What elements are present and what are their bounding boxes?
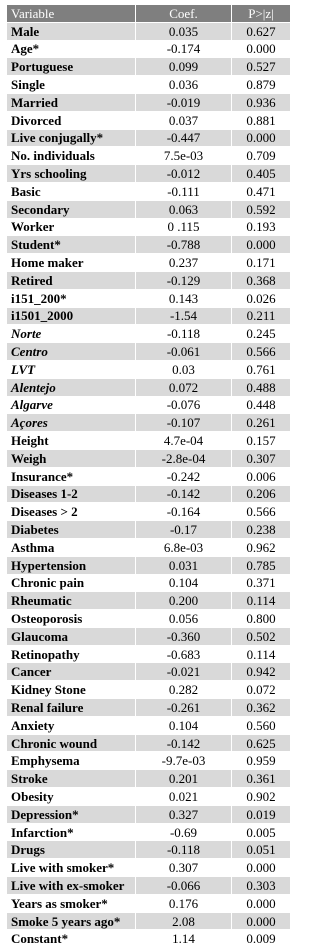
table-row — [7, 182, 291, 200]
cell-variable: No. individuals — [7, 147, 136, 165]
cell-coef: 0.307 — [136, 859, 232, 877]
table-row — [7, 22, 291, 40]
cell-pvalue: 0.962 — [232, 538, 291, 556]
cell-variable: Worker — [7, 218, 136, 236]
cell-variable: Asthma — [7, 538, 136, 556]
table-row — [7, 165, 291, 183]
cell-coef: -0.012 — [136, 165, 232, 183]
cell-variable: Anxiety — [7, 716, 136, 734]
cell-coef: -0.066 — [136, 877, 232, 895]
cell-pvalue: 0.206 — [232, 485, 291, 503]
table-row — [7, 894, 291, 912]
cell-pvalue: 0.800 — [232, 610, 291, 628]
cell-variable: Single — [7, 76, 136, 94]
cell-coef: 7.5e-03 — [136, 147, 232, 165]
cell-pvalue: 0.471 — [232, 182, 291, 200]
cell-variable: Algarve — [7, 396, 136, 414]
cell-coef: 0.036 — [136, 76, 232, 94]
table-row — [7, 40, 291, 58]
cell-pvalue: 0.488 — [232, 378, 291, 396]
cell-pvalue: 0.709 — [232, 147, 291, 165]
cell-coef: -9.7e-03 — [136, 752, 232, 770]
cell-coef: -2.8e-04 — [136, 449, 232, 467]
cell-coef: 0.021 — [136, 788, 232, 806]
cell-variable: Drugs — [7, 841, 136, 859]
cell-variable: Depression* — [7, 805, 136, 823]
cell-coef: -0.69 — [136, 823, 232, 841]
cell-pvalue: 0.936 — [232, 93, 291, 111]
cell-variable: Home maker — [7, 254, 136, 272]
cell-pvalue: 0.785 — [232, 556, 291, 574]
cell-variable: Years as smoker* — [7, 894, 136, 912]
header-variable: Variable — [7, 5, 136, 23]
table-row — [7, 218, 291, 236]
table-row — [7, 645, 291, 663]
cell-coef: 0.099 — [136, 58, 232, 76]
cell-variable: Chronic wound — [7, 734, 136, 752]
cell-variable: Basic — [7, 182, 136, 200]
cell-coef: 0.201 — [136, 770, 232, 788]
cell-coef: -0.164 — [136, 503, 232, 521]
header-pvalue: P>|z| — [232, 5, 291, 23]
cell-variable: Secondary — [7, 200, 136, 218]
cell-pvalue: 0.157 — [232, 432, 291, 450]
table-row — [7, 859, 291, 877]
cell-pvalue: 0.114 — [232, 592, 291, 610]
cell-variable: Centro — [7, 343, 136, 361]
table-row — [7, 752, 291, 770]
cell-pvalue: 0.625 — [232, 734, 291, 752]
cell-variable: i1501_2000 — [7, 307, 136, 325]
table-row — [7, 396, 291, 414]
cell-pvalue: 0.566 — [232, 503, 291, 521]
table-header — [7, 5, 291, 23]
cell-variable: Obesity — [7, 788, 136, 806]
table-row — [7, 770, 291, 788]
cell-pvalue: 0.026 — [232, 289, 291, 307]
table-row — [7, 271, 291, 289]
cell-pvalue: 0.303 — [232, 877, 291, 895]
cell-variable: Alentejo — [7, 378, 136, 396]
table-row — [7, 592, 291, 610]
cell-variable: Diseases > 2 — [7, 503, 136, 521]
table-row — [7, 147, 291, 165]
cell-pvalue: 0.211 — [232, 307, 291, 325]
table-row — [7, 627, 291, 645]
cell-pvalue: 0.502 — [232, 627, 291, 645]
cell-pvalue: 0.072 — [232, 681, 291, 699]
cell-pvalue: 0.761 — [232, 360, 291, 378]
cell-variable: Diseases 1-2 — [7, 485, 136, 503]
cell-variable: Diabetes — [7, 521, 136, 539]
cell-pvalue: 0.051 — [232, 841, 291, 859]
cell-pvalue: 0.566 — [232, 343, 291, 361]
cell-pvalue: 0.592 — [232, 200, 291, 218]
cell-coef: 0.031 — [136, 556, 232, 574]
cell-coef: -0.111 — [136, 182, 232, 200]
cell-variable: Portuguese — [7, 58, 136, 76]
cell-coef: 0.176 — [136, 894, 232, 912]
cell-pvalue: 0.627 — [232, 22, 291, 40]
cell-pvalue: 0.000 — [232, 40, 291, 58]
cell-coef: 2.08 — [136, 912, 232, 930]
cell-variable: Divorced — [7, 111, 136, 129]
table-row — [7, 610, 291, 628]
table-row — [7, 414, 291, 432]
cell-variable: Infarction* — [7, 823, 136, 841]
cell-coef: 0.104 — [136, 716, 232, 734]
table-row — [7, 663, 291, 681]
table-row — [7, 254, 291, 272]
cell-coef: -0.142 — [136, 734, 232, 752]
cell-pvalue: 0.000 — [232, 236, 291, 254]
cell-pvalue: 0.368 — [232, 271, 291, 289]
cell-pvalue: 0.005 — [232, 823, 291, 841]
cell-coef: -0.019 — [136, 93, 232, 111]
header-row — [7, 5, 291, 23]
cell-variable: Emphysema — [7, 752, 136, 770]
table-row — [7, 111, 291, 129]
table-row — [7, 716, 291, 734]
table-row — [7, 129, 291, 147]
table-row — [7, 538, 291, 556]
cell-variable: Cancer — [7, 663, 136, 681]
cell-coef: 0.143 — [136, 289, 232, 307]
cell-variable: Male — [7, 22, 136, 40]
cell-coef: -0.174 — [136, 40, 232, 58]
cell-coef: -0.129 — [136, 271, 232, 289]
cell-coef: 0.104 — [136, 574, 232, 592]
table-row — [7, 307, 291, 325]
cell-pvalue: 0.371 — [232, 574, 291, 592]
cell-pvalue: 0.006 — [232, 467, 291, 485]
cell-variable: Glaucoma — [7, 627, 136, 645]
table-row — [7, 378, 291, 396]
table-row — [7, 699, 291, 717]
table-row — [7, 343, 291, 361]
cell-variable: Height — [7, 432, 136, 450]
table-row — [7, 58, 291, 76]
cell-coef: 0.200 — [136, 592, 232, 610]
table-row — [7, 467, 291, 485]
table-row — [7, 805, 291, 823]
table-row — [7, 236, 291, 254]
cell-coef: -0.17 — [136, 521, 232, 539]
cell-coef: -0.360 — [136, 627, 232, 645]
cell-pvalue: 0.902 — [232, 788, 291, 806]
cell-variable: Chronic pain — [7, 574, 136, 592]
cell-pvalue: 0.879 — [232, 76, 291, 94]
table-row — [7, 930, 291, 948]
cell-pvalue: 0.000 — [232, 912, 291, 930]
cell-coef: 6.8e-03 — [136, 538, 232, 556]
table-row — [7, 360, 291, 378]
cell-pvalue: 0.362 — [232, 699, 291, 717]
cell-variable: Stroke — [7, 770, 136, 788]
cell-pvalue: 0.245 — [232, 325, 291, 343]
cell-coef: -0.118 — [136, 325, 232, 343]
cell-variable: Retinopathy — [7, 645, 136, 663]
table-row — [7, 823, 291, 841]
cell-variable: Age* — [7, 40, 136, 58]
table-row — [7, 325, 291, 343]
cell-coef: -0.107 — [136, 414, 232, 432]
cell-pvalue: 0.942 — [232, 663, 291, 681]
cell-pvalue: 0.000 — [232, 129, 291, 147]
cell-coef: 0.03 — [136, 360, 232, 378]
cell-pvalue: 0.000 — [232, 859, 291, 877]
cell-pvalue: 0.527 — [232, 58, 291, 76]
cell-pvalue: 0.261 — [232, 414, 291, 432]
cell-variable: Live conjugally* — [7, 129, 136, 147]
cell-coef: -0.076 — [136, 396, 232, 414]
table-row — [7, 449, 291, 467]
cell-pvalue: 0.019 — [232, 805, 291, 823]
cell-pvalue: 0.405 — [232, 165, 291, 183]
cell-variable: Student* — [7, 236, 136, 254]
cell-pvalue: 0.171 — [232, 254, 291, 272]
cell-pvalue: 0.881 — [232, 111, 291, 129]
table-row — [7, 76, 291, 94]
cell-variable: Açores — [7, 414, 136, 432]
cell-coef: -0.683 — [136, 645, 232, 663]
table-row — [7, 432, 291, 450]
cell-variable: Insurance* — [7, 467, 136, 485]
cell-variable: Live with smoker* — [7, 859, 136, 877]
cell-variable: Osteoporosis — [7, 610, 136, 628]
cell-variable: Kidney Stone — [7, 681, 136, 699]
cell-variable: Weigh — [7, 449, 136, 467]
cell-coef: 0.282 — [136, 681, 232, 699]
cell-variable: Renal failure — [7, 699, 136, 717]
cell-variable: Smoke 5 years ago* — [7, 912, 136, 930]
table-row — [7, 521, 291, 539]
cell-coef: -1.54 — [136, 307, 232, 325]
table-row — [7, 734, 291, 752]
cell-pvalue: 0.361 — [232, 770, 291, 788]
cell-coef: -0.242 — [136, 467, 232, 485]
cell-variable: Yrs schooling — [7, 165, 136, 183]
table-body — [7, 22, 291, 947]
cell-coef: 0.327 — [136, 805, 232, 823]
cell-coef: 0.063 — [136, 200, 232, 218]
cell-variable: Norte — [7, 325, 136, 343]
cell-variable: Married — [7, 93, 136, 111]
cell-pvalue: 0.560 — [232, 716, 291, 734]
header-coef: Coef. — [136, 5, 232, 23]
table-row — [7, 289, 291, 307]
cell-coef: 0.037 — [136, 111, 232, 129]
table-row — [7, 841, 291, 859]
regression-table — [6, 4, 291, 948]
cell-coef: 4.7e-04 — [136, 432, 232, 450]
table-row — [7, 485, 291, 503]
cell-coef: -0.142 — [136, 485, 232, 503]
cell-coef: 0.035 — [136, 22, 232, 40]
cell-variable: Constant* — [7, 930, 136, 948]
table-row — [7, 912, 291, 930]
cell-coef: 0.056 — [136, 610, 232, 628]
cell-variable: Hypertension — [7, 556, 136, 574]
cell-pvalue: 0.307 — [232, 449, 291, 467]
cell-pvalue: 0.000 — [232, 894, 291, 912]
cell-variable: Rheumatic — [7, 592, 136, 610]
table-row — [7, 877, 291, 895]
cell-coef: 0.237 — [136, 254, 232, 272]
table-row — [7, 93, 291, 111]
cell-pvalue: 0.009 — [232, 930, 291, 948]
cell-coef: -0.061 — [136, 343, 232, 361]
cell-coef: -0.788 — [136, 236, 232, 254]
table-row — [7, 574, 291, 592]
cell-coef: 0.072 — [136, 378, 232, 396]
regression-table-container — [6, 4, 291, 948]
table-row — [7, 200, 291, 218]
cell-pvalue: 0.193 — [232, 218, 291, 236]
table-row — [7, 503, 291, 521]
cell-pvalue: 0.448 — [232, 396, 291, 414]
cell-pvalue: 0.959 — [232, 752, 291, 770]
cell-coef: -0.118 — [136, 841, 232, 859]
cell-variable: LVT — [7, 360, 136, 378]
table-row — [7, 681, 291, 699]
cell-variable: Retired — [7, 271, 136, 289]
cell-variable: Live with ex-smoker — [7, 877, 136, 895]
cell-coef: 1.14 — [136, 930, 232, 948]
cell-variable: i151_200* — [7, 289, 136, 307]
table-row — [7, 556, 291, 574]
cell-coef: -0.447 — [136, 129, 232, 147]
cell-coef: -0.021 — [136, 663, 232, 681]
cell-pvalue: 0.238 — [232, 521, 291, 539]
cell-pvalue: 0.114 — [232, 645, 291, 663]
table-row — [7, 788, 291, 806]
cell-coef: 0 .115 — [136, 218, 232, 236]
cell-coef: -0.261 — [136, 699, 232, 717]
